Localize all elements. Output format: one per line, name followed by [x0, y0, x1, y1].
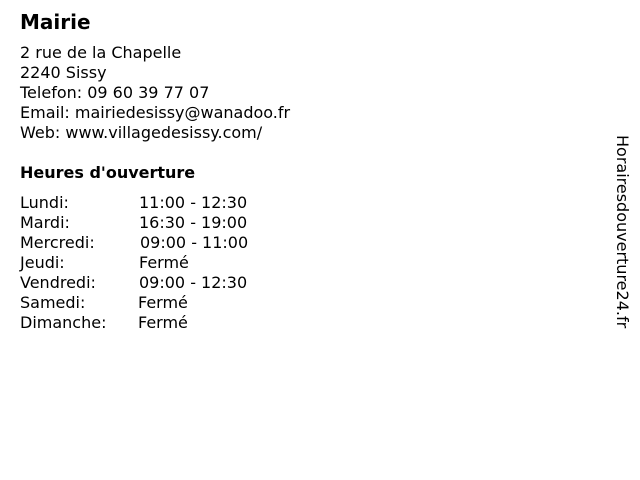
time-value: 11:00 - 12:30: [139, 193, 248, 212]
city-address: 2240 Sissy: [20, 63, 107, 82]
phone-number: Telefon: 09 60 39 77 07: [20, 83, 210, 102]
page-title: Mairie: [20, 10, 91, 34]
time-value: 09:00 - 12:30: [139, 273, 248, 292]
day-label: Jeudi:: [20, 253, 65, 272]
source-credit-text: Horairesdouverture24.fr: [613, 135, 632, 329]
day-label: Lundi:: [20, 193, 69, 212]
day-label: Mercredi:: [20, 233, 95, 252]
opening-hours-heading: Heures d'ouverture: [20, 163, 196, 182]
day-label: Dimanche:: [20, 313, 107, 332]
address-block: [20, 43, 290, 143]
day-label: Vendredi:: [20, 273, 96, 292]
street-address: 2 rue de la Chapelle: [20, 43, 182, 62]
day-label: Mardi:: [20, 213, 70, 232]
time-value: Fermé: [139, 253, 189, 272]
email-address: Email: mairiedesissy@wanadoo.fr: [20, 103, 291, 122]
time-value: 09:00 - 11:00: [140, 233, 249, 252]
time-value: Fermé: [138, 313, 188, 332]
time-value: 16:30 - 19:00: [139, 213, 248, 232]
website-address: Web: www.villagedesissy.com/: [20, 123, 263, 142]
time-value: Fermé: [138, 293, 188, 312]
day-label: Samedi:: [20, 293, 86, 312]
